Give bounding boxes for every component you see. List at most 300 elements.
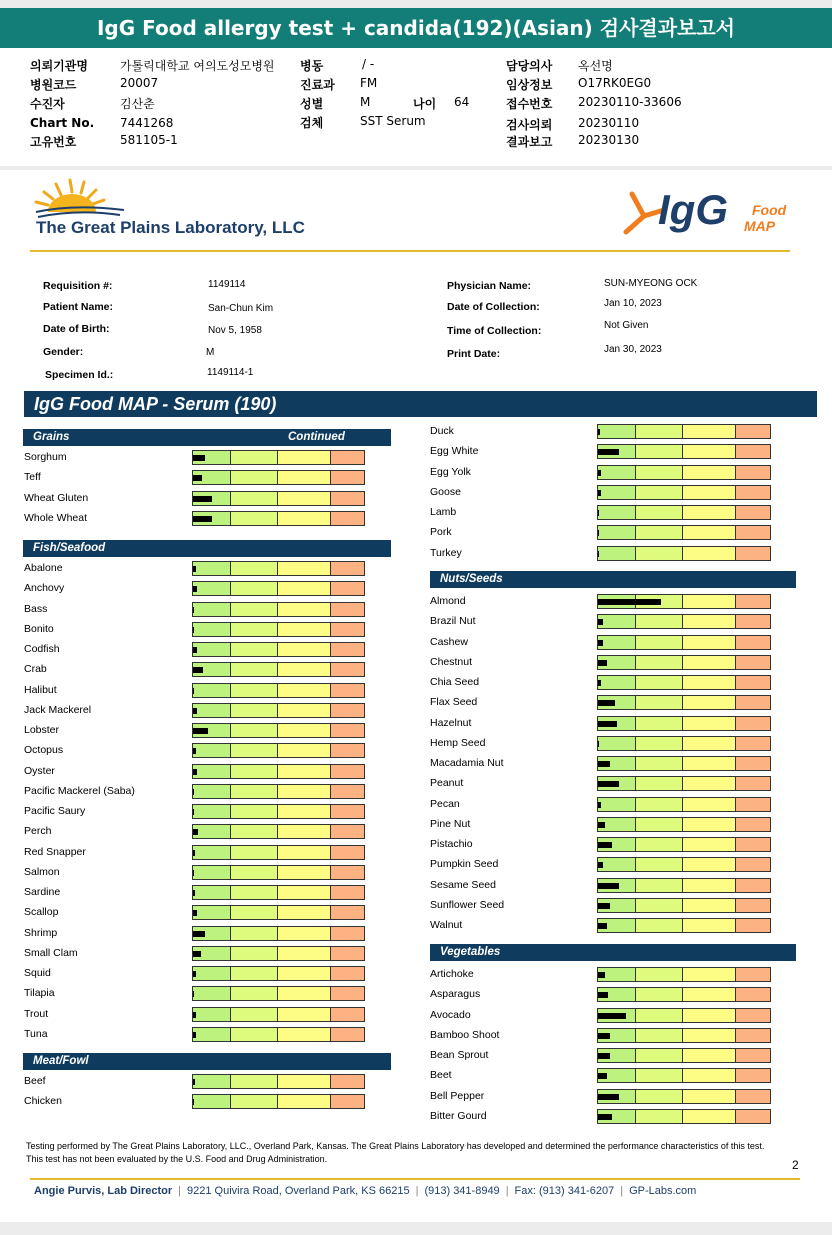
bar-zone-z1 [193, 906, 231, 919]
food-name: Almond [430, 595, 466, 607]
bar-zone-z3 [278, 987, 331, 1000]
reaction-level-fill [193, 931, 205, 937]
bar-zone-z1 [598, 547, 636, 560]
reaction-level-fill [193, 496, 212, 502]
bar-zone-z4 [331, 765, 364, 778]
food-name: Tilapia [24, 987, 55, 1000]
reaction-level-fill [598, 1033, 610, 1039]
bar-zone-z2 [636, 968, 683, 981]
reaction-level-fill [598, 429, 600, 435]
bar-zone-z2 [636, 1110, 683, 1123]
food-name: Egg Yolk [430, 465, 471, 478]
header-value: 김산춘 [120, 97, 155, 111]
bar-zone-z4 [331, 744, 364, 757]
bar-zone-z2 [636, 757, 683, 770]
bar-zone-z3 [278, 906, 331, 919]
food-name: Duck [430, 425, 454, 437]
bar-zone-z2 [231, 512, 278, 525]
bar-zone-z2 [636, 656, 683, 669]
bar-zone-z3 [683, 988, 736, 1001]
food-name: Perch [24, 825, 52, 838]
food-name: Codfish [24, 643, 60, 655]
section-title: Nuts/Seeds [440, 573, 503, 585]
reaction-level-fill [598, 923, 607, 929]
bar-zone-z3 [278, 1028, 331, 1041]
bar-zone-z4 [736, 988, 770, 1001]
bar-zone-z2 [636, 547, 683, 560]
bar-zone-z3 [278, 643, 331, 656]
bar-zone-z2 [231, 643, 278, 656]
bar-zone-z3 [278, 623, 331, 636]
bar-zone-z2 [636, 899, 683, 912]
header-label: 의뢰기관명 [30, 59, 88, 73]
reaction-level-fill [598, 1073, 607, 1079]
bar-zone-z3 [683, 425, 736, 438]
food-name: Peanut [430, 777, 464, 790]
section-header [430, 944, 796, 961]
reaction-bar [192, 723, 365, 738]
reaction-bar [597, 485, 771, 500]
header-value: 20230130 [578, 133, 640, 147]
bar-zone-z4 [736, 838, 770, 851]
reaction-bar [597, 1068, 771, 1083]
header-value: 581105-1 [120, 133, 178, 147]
food-name: Scallop [24, 906, 59, 919]
bar-zone-z4 [736, 717, 770, 730]
bar-zone-z4 [736, 1049, 770, 1062]
bar-zone-z4 [331, 846, 364, 859]
lab-phone: (913) 341-8949 [424, 1185, 500, 1197]
reaction-bar [597, 695, 771, 710]
reaction-bar [597, 1089, 771, 1104]
bar-zone-z1 [598, 798, 636, 811]
bar-zone-z4 [736, 656, 770, 669]
bar-zone-z3 [278, 663, 331, 676]
bar-zone-z3 [683, 526, 736, 539]
reaction-bar [192, 491, 365, 506]
reaction-bar [192, 1027, 365, 1042]
patient-label: Gender: [43, 346, 84, 358]
bar-zone-z2 [231, 492, 278, 505]
disclaimer-note: Testing performed by The Great Plains Laboratory, LLC., Overland Park, Kansas. The Great Plains Laboratory has developed and determined the performance characteristics of this test. This test has not been evaluated by the U.S. Food and Drug Administration. [26, 1141, 765, 1164]
bar-zone-z1 [193, 684, 231, 697]
header-label: Chart No. [30, 116, 95, 130]
bar-zone-z4 [331, 643, 364, 656]
reaction-level-fill [193, 971, 196, 977]
bar-zone-z1 [193, 582, 231, 595]
section-header [430, 571, 796, 588]
reaction-level-fill [193, 951, 201, 957]
reaction-bar [597, 756, 771, 771]
bar-zone-z1 [598, 737, 636, 750]
food-name: Jack Mackerel [24, 703, 92, 716]
food-name: Flax Seed [430, 696, 478, 709]
reaction-bar [192, 946, 365, 961]
bar-zone-z1 [598, 506, 636, 519]
food-name: Macadamia Nut [430, 757, 504, 769]
reaction-level-fill [598, 761, 610, 767]
food-name: Pork [430, 526, 452, 539]
reaction-bar [192, 683, 365, 698]
food-name: Wheat Gluten [24, 491, 89, 504]
reaction-level-fill [598, 470, 601, 476]
footer-divider [30, 1178, 800, 1180]
food-name: Pacific Mackerel (Saba) [24, 784, 135, 797]
reaction-bar [597, 525, 771, 540]
bar-zone-z2 [636, 1029, 683, 1042]
bar-zone-z4 [331, 512, 364, 525]
reaction-level-fill [193, 708, 197, 714]
food-name: Sardine [24, 886, 61, 898]
bar-zone-z3 [683, 818, 736, 831]
reaction-bar [597, 1008, 771, 1023]
bar-zone-z2 [231, 846, 278, 859]
bar-zone-z3 [683, 717, 736, 730]
reaction-bar [597, 776, 771, 791]
patient-label: Requisition #: [43, 280, 113, 292]
reaction-bar [597, 614, 771, 629]
reaction-bar [192, 966, 365, 981]
food-name: Chia Seed [430, 676, 480, 688]
bar-zone-z3 [683, 798, 736, 811]
bar-zone-z2 [231, 582, 278, 595]
bar-zone-z4 [736, 506, 770, 519]
reaction-level-fill [193, 1032, 196, 1038]
bar-zone-z2 [231, 1008, 278, 1021]
bar-zone-z3 [278, 947, 331, 960]
bar-zone-z3 [278, 886, 331, 899]
reaction-level-fill [598, 490, 601, 496]
bar-zone-z4 [331, 785, 364, 798]
reaction-bar [192, 1007, 365, 1022]
reaction-level-fill [598, 842, 612, 848]
reaction-level-fill [598, 741, 599, 747]
food-name: Sorghum [24, 451, 67, 463]
food-name: Brazil Nut [430, 615, 476, 628]
bar-zone-z3 [278, 805, 331, 818]
header-label: 결과보고 [506, 135, 553, 149]
food-name: Squid [24, 967, 51, 979]
food-name: Bonito [24, 622, 54, 635]
reaction-bar [192, 905, 365, 920]
bar-zone-z2 [636, 988, 683, 1001]
bar-zone-z4 [331, 582, 364, 595]
bar-zone-z3 [683, 445, 736, 458]
bar-zone-z2 [636, 506, 683, 519]
reaction-level-fill [193, 809, 194, 815]
bar-zone-z2 [231, 765, 278, 778]
bar-zone-z2 [231, 866, 278, 879]
bar-zone-z2 [231, 603, 278, 616]
korean-header-block [0, 48, 832, 166]
bar-zone-z2 [231, 987, 278, 1000]
bar-zone-z4 [331, 562, 364, 575]
bar-zone-z3 [683, 737, 736, 750]
food-name: Pistachio [430, 838, 473, 850]
food-name: Anchovy [24, 582, 65, 595]
patient-value: 1149114-1 [207, 367, 254, 378]
bar-zone-z2 [636, 696, 683, 709]
bar-zone-z3 [683, 1069, 736, 1082]
bar-zone-z3 [683, 615, 736, 628]
bar-zone-z4 [736, 486, 770, 499]
header-label: 검체 [300, 116, 324, 130]
reaction-level-fill [193, 910, 197, 916]
reaction-bar [597, 817, 771, 832]
header-value: 가톨릭대학교 여의도성모병원 [120, 59, 275, 73]
bar-zone-z3 [683, 636, 736, 649]
bar-zone-z2 [231, 1095, 278, 1108]
bar-zone-z4 [736, 1029, 770, 1042]
food-name: Halibut [24, 683, 57, 696]
header-value: 20230110 [578, 116, 640, 130]
bar-zone-z4 [331, 987, 364, 1000]
food-name: Walnut [430, 919, 463, 931]
reaction-bar [597, 635, 771, 650]
bar-zone-z1 [193, 704, 231, 717]
bar-zone-z1 [193, 805, 231, 818]
food-name: Pumpkin Seed [430, 858, 499, 871]
reaction-level-fill [193, 566, 196, 572]
header-label: 검사의뢰 [506, 118, 553, 132]
header-value: FM [360, 76, 378, 90]
bar-zone-z4 [736, 899, 770, 912]
reaction-level-fill [598, 781, 619, 787]
bar-zone-z2 [231, 724, 278, 737]
lab-website[interactable]: GP-Labs.com [629, 1185, 697, 1197]
reaction-level-fill [598, 802, 601, 808]
reaction-bar [192, 743, 365, 758]
header-label: 임상정보 [506, 78, 553, 92]
bar-zone-z2 [636, 879, 683, 892]
food-name: Bitter Gourd [430, 1109, 487, 1122]
bar-zone-z2 [636, 818, 683, 831]
footer-contact: Angie Purvis, Lab Director | 9221 Quivira Road, Overland Park, KS 66215 | (913) 341-8949 | Fax: (913) 341-6207 | GP-Labs.com [34, 1185, 697, 1197]
results-banner: IgG Food MAP - Serum (190) [24, 391, 817, 417]
bar-zone-z3 [683, 656, 736, 669]
bar-zone-z2 [636, 425, 683, 438]
bar-zone-z3 [278, 582, 331, 595]
bar-zone-z3 [683, 1049, 736, 1062]
bar-zone-z2 [636, 838, 683, 851]
food-name: Red Snapper [24, 845, 86, 858]
bar-zone-z3 [278, 603, 331, 616]
food-name: Small Clam [24, 946, 78, 959]
igg-food-map-logo [618, 184, 798, 246]
bar-zone-z4 [736, 757, 770, 770]
patient-value: SUN-MYEONG OCK [604, 278, 698, 289]
bar-zone-z2 [231, 744, 278, 757]
bar-zone-z3 [278, 562, 331, 575]
section-header [23, 1053, 391, 1070]
bar-zone-z4 [331, 967, 364, 980]
reaction-bar [192, 926, 365, 941]
food-name: Egg White [430, 445, 479, 458]
bar-zone-z2 [231, 562, 278, 575]
bar-zone-z1 [193, 623, 231, 636]
reaction-level-fill [193, 1079, 195, 1085]
bar-zone-z2 [231, 451, 278, 464]
reaction-level-fill [193, 516, 212, 522]
reaction-bar [192, 622, 365, 637]
patient-label: Patient Name: [43, 301, 114, 313]
reaction-bar [192, 703, 365, 718]
bar-zone-z4 [331, 724, 364, 737]
bar-zone-z2 [636, 636, 683, 649]
reaction-bar [597, 716, 771, 731]
bar-zone-z4 [736, 636, 770, 649]
patient-label: Physician Name: [447, 280, 532, 292]
section-title: Grains [33, 431, 70, 443]
bar-zone-z3 [278, 744, 331, 757]
bar-zone-z3 [278, 1008, 331, 1021]
header-label: 접수번호 [506, 97, 553, 111]
bar-zone-z2 [231, 471, 278, 484]
bar-zone-z3 [278, 492, 331, 505]
bar-zone-z4 [331, 927, 364, 940]
reaction-bar [192, 450, 365, 465]
bar-zone-z1 [193, 785, 231, 798]
header-value: 20230110-33606 [578, 95, 682, 109]
bar-zone-z3 [278, 765, 331, 778]
bar-zone-z3 [683, 676, 736, 689]
food-name: Hazelnut [430, 716, 472, 729]
food-name: Pecan [430, 797, 460, 810]
food-name: Bean Sprout [430, 1049, 489, 1061]
bar-zone-z3 [683, 595, 736, 608]
food-name: Pacific Saury [24, 805, 86, 817]
report-page [0, 170, 832, 1222]
food-name: Beef [24, 1075, 46, 1087]
bar-zone-z3 [683, 777, 736, 790]
bar-zone-z1 [193, 846, 231, 859]
bar-zone-z1 [193, 603, 231, 616]
header-value: 7441268 [120, 116, 174, 130]
bar-zone-z2 [231, 785, 278, 798]
bar-zone-z4 [331, 684, 364, 697]
header-value: O17RK0EG0 [578, 76, 652, 90]
reaction-bar [192, 561, 365, 576]
bar-zone-z2 [636, 526, 683, 539]
reaction-bar [597, 546, 771, 561]
bar-zone-z4 [736, 547, 770, 560]
bar-zone-z3 [683, 1029, 736, 1042]
reaction-level-fill [193, 890, 195, 896]
reaction-bar [597, 898, 771, 913]
header-label: 나이 [413, 97, 437, 111]
reaction-level-fill [598, 551, 599, 557]
bar-zone-z3 [278, 512, 331, 525]
bar-zone-z4 [736, 1009, 770, 1022]
bar-zone-z4 [736, 798, 770, 811]
food-name: Chestnut [430, 655, 473, 668]
food-name: Chicken [24, 1095, 62, 1108]
bar-zone-z2 [636, 1090, 683, 1103]
bar-zone-z2 [231, 1028, 278, 1041]
reaction-bar [597, 736, 771, 751]
bar-zone-z4 [736, 968, 770, 981]
food-name: Sesame Seed [430, 878, 496, 891]
bar-zone-z3 [683, 547, 736, 560]
bar-zone-z4 [331, 492, 364, 505]
reaction-bar [192, 1074, 365, 1089]
bar-zone-z2 [636, 858, 683, 871]
bar-zone-z3 [278, 471, 331, 484]
bar-zone-z3 [683, 506, 736, 519]
food-name: Shrimp [24, 926, 58, 939]
bar-zone-z2 [231, 704, 278, 717]
bar-zone-z3 [278, 927, 331, 940]
bar-zone-z2 [231, 967, 278, 980]
reaction-bar [597, 1109, 771, 1124]
bar-zone-z1 [193, 562, 231, 575]
bar-zone-z1 [193, 744, 231, 757]
reaction-bar [192, 581, 365, 596]
food-name: Tuna [24, 1027, 48, 1040]
reaction-level-fill [193, 789, 194, 795]
bar-zone-z4 [736, 858, 770, 871]
bar-zone-z2 [636, 1069, 683, 1082]
patient-value: 1149114 [208, 279, 246, 290]
bar-zone-z4 [331, 1028, 364, 1041]
food-name: Lamb [430, 506, 457, 518]
patient-label: Date of Collection: [447, 301, 540, 313]
bar-zone-z2 [636, 1049, 683, 1062]
reaction-level-fill [193, 586, 197, 592]
food-name: Bass [24, 602, 48, 615]
food-name: Lobster [24, 724, 60, 736]
header-value: 옥선명 [578, 59, 613, 73]
reaction-level-fill [598, 721, 617, 727]
reaction-level-fill [598, 883, 619, 889]
bar-zone-z3 [683, 899, 736, 912]
food-name: Cashew [430, 635, 468, 648]
bar-zone-z4 [331, 825, 364, 838]
bar-zone-z3 [683, 1090, 736, 1103]
bar-zone-z4 [736, 595, 770, 608]
bar-zone-z1 [193, 866, 231, 879]
header-divider [30, 250, 790, 252]
bar-zone-z4 [736, 615, 770, 628]
bar-zone-z2 [636, 1009, 683, 1022]
header-label: 고유번호 [30, 135, 77, 149]
reaction-bar [192, 784, 365, 799]
food-name: Hemp Seed [430, 736, 486, 749]
bar-zone-z3 [683, 968, 736, 981]
food-name: Avocado [430, 1008, 471, 1021]
bar-zone-z2 [231, 906, 278, 919]
reaction-level-fill [193, 769, 197, 775]
header-value: M [360, 95, 371, 109]
bar-zone-z2 [636, 466, 683, 479]
bar-zone-z2 [636, 445, 683, 458]
patient-value: Not Given [604, 320, 649, 331]
reaction-bar [597, 444, 771, 459]
food-name: Bamboo Shoot [430, 1028, 500, 1041]
bar-zone-z2 [231, 805, 278, 818]
bar-zone-z4 [736, 919, 770, 932]
bar-zone-z2 [636, 615, 683, 628]
reaction-level-fill [598, 660, 607, 666]
bar-zone-z4 [331, 886, 364, 899]
bar-zone-z2 [636, 737, 683, 750]
bar-zone-z1 [598, 486, 636, 499]
logo-igg-text: IgG [658, 186, 728, 233]
patient-value: Jan 30, 2023 [604, 344, 662, 355]
bar-zone-z1 [193, 987, 231, 1000]
reaction-bar [192, 662, 365, 677]
bar-zone-z4 [331, 623, 364, 636]
